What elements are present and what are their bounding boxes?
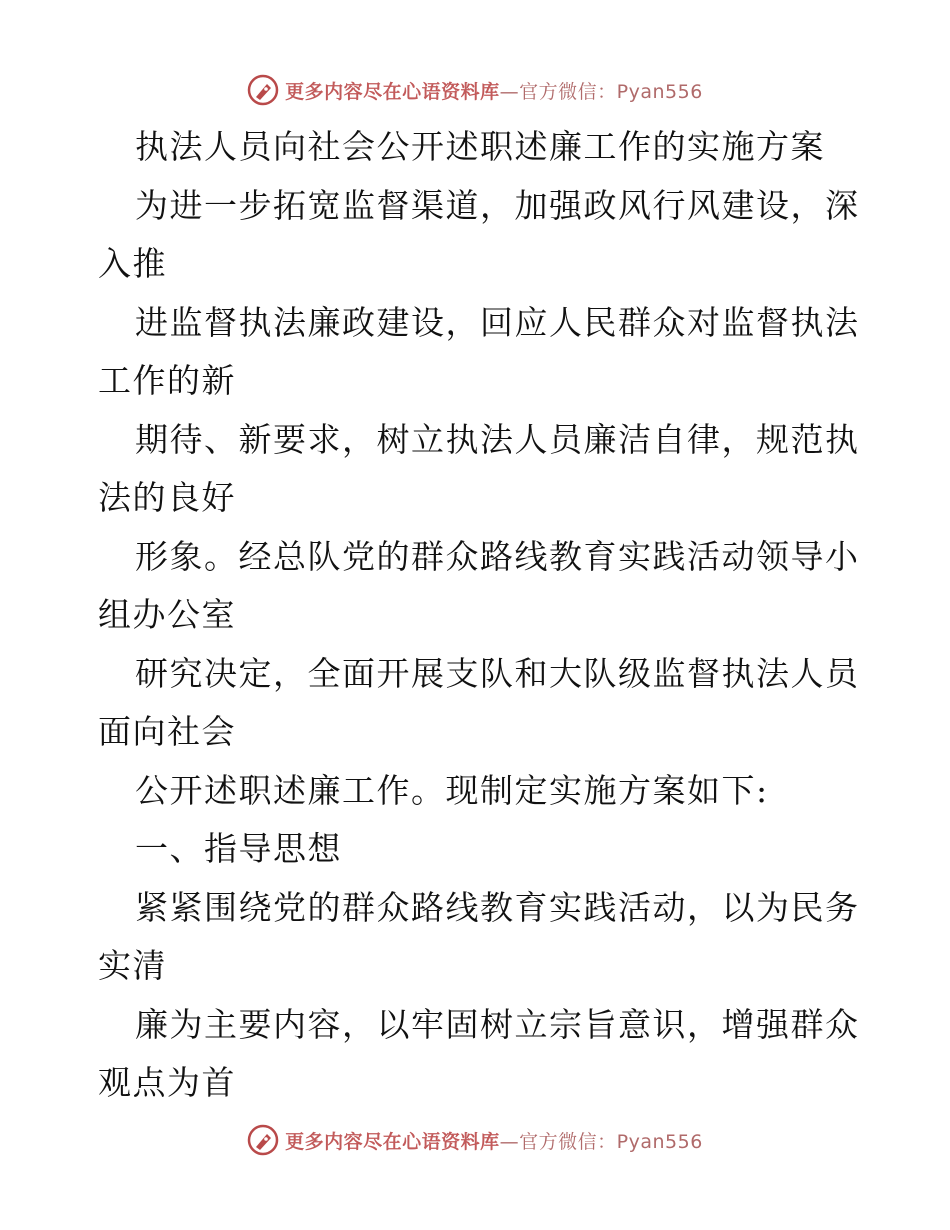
text-line: 法的良好 [98, 478, 236, 517]
text-line: 执法人员向社会公开述职述廉工作的实施方案 [135, 127, 825, 166]
text-line: 研究决定，全面开展支队和大队级监督执法人员 [135, 653, 860, 693]
document-body [98, 118, 858, 1113]
pen-nib-icon [247, 74, 279, 106]
header-banner [0, 70, 950, 110]
text-line: 形象。经总队党的群众路线教育实践活动领导小 [135, 536, 860, 576]
text-line: 期待、新要求，树立执法人员廉洁自律，规范执 [135, 419, 860, 459]
text-line: 紧紧围绕党的群众路线教育实践活动，以为民务 [135, 887, 860, 927]
pen-nib-icon [247, 1124, 279, 1156]
text-line: 公开述职述廉工作。现制定实施方案如下: [135, 770, 769, 810]
banner-brand-text: 更多内容尽在心语资料库 [285, 1130, 500, 1153]
text-line: 组办公室 [98, 595, 236, 634]
text-line: 进监督执法廉政建设，回应人民群众对监督执法 [135, 302, 860, 342]
text-line: 入推 [98, 244, 167, 283]
footer-banner [0, 1120, 950, 1160]
text-line: 工作的新 [98, 361, 236, 400]
text-line: 廉为主要内容，以牢固树立宗旨意识，增强群众 [135, 1004, 860, 1044]
text-line: 实清 [98, 946, 167, 985]
banner-brand-text: 更多内容尽在心语资料库 [285, 80, 500, 103]
banner-contact-text: —官方微信：Pyan556 [499, 80, 703, 103]
text-line: 面向社会 [98, 712, 236, 751]
text-line: 为进一步拓宽监督渠道，加强政风行风建设，深 [135, 185, 860, 225]
banner-contact-text: —官方微信：Pyan556 [499, 1130, 703, 1153]
text-line: 观点为首 [98, 1063, 236, 1102]
text-line: 一、指导思想 [135, 829, 342, 868]
